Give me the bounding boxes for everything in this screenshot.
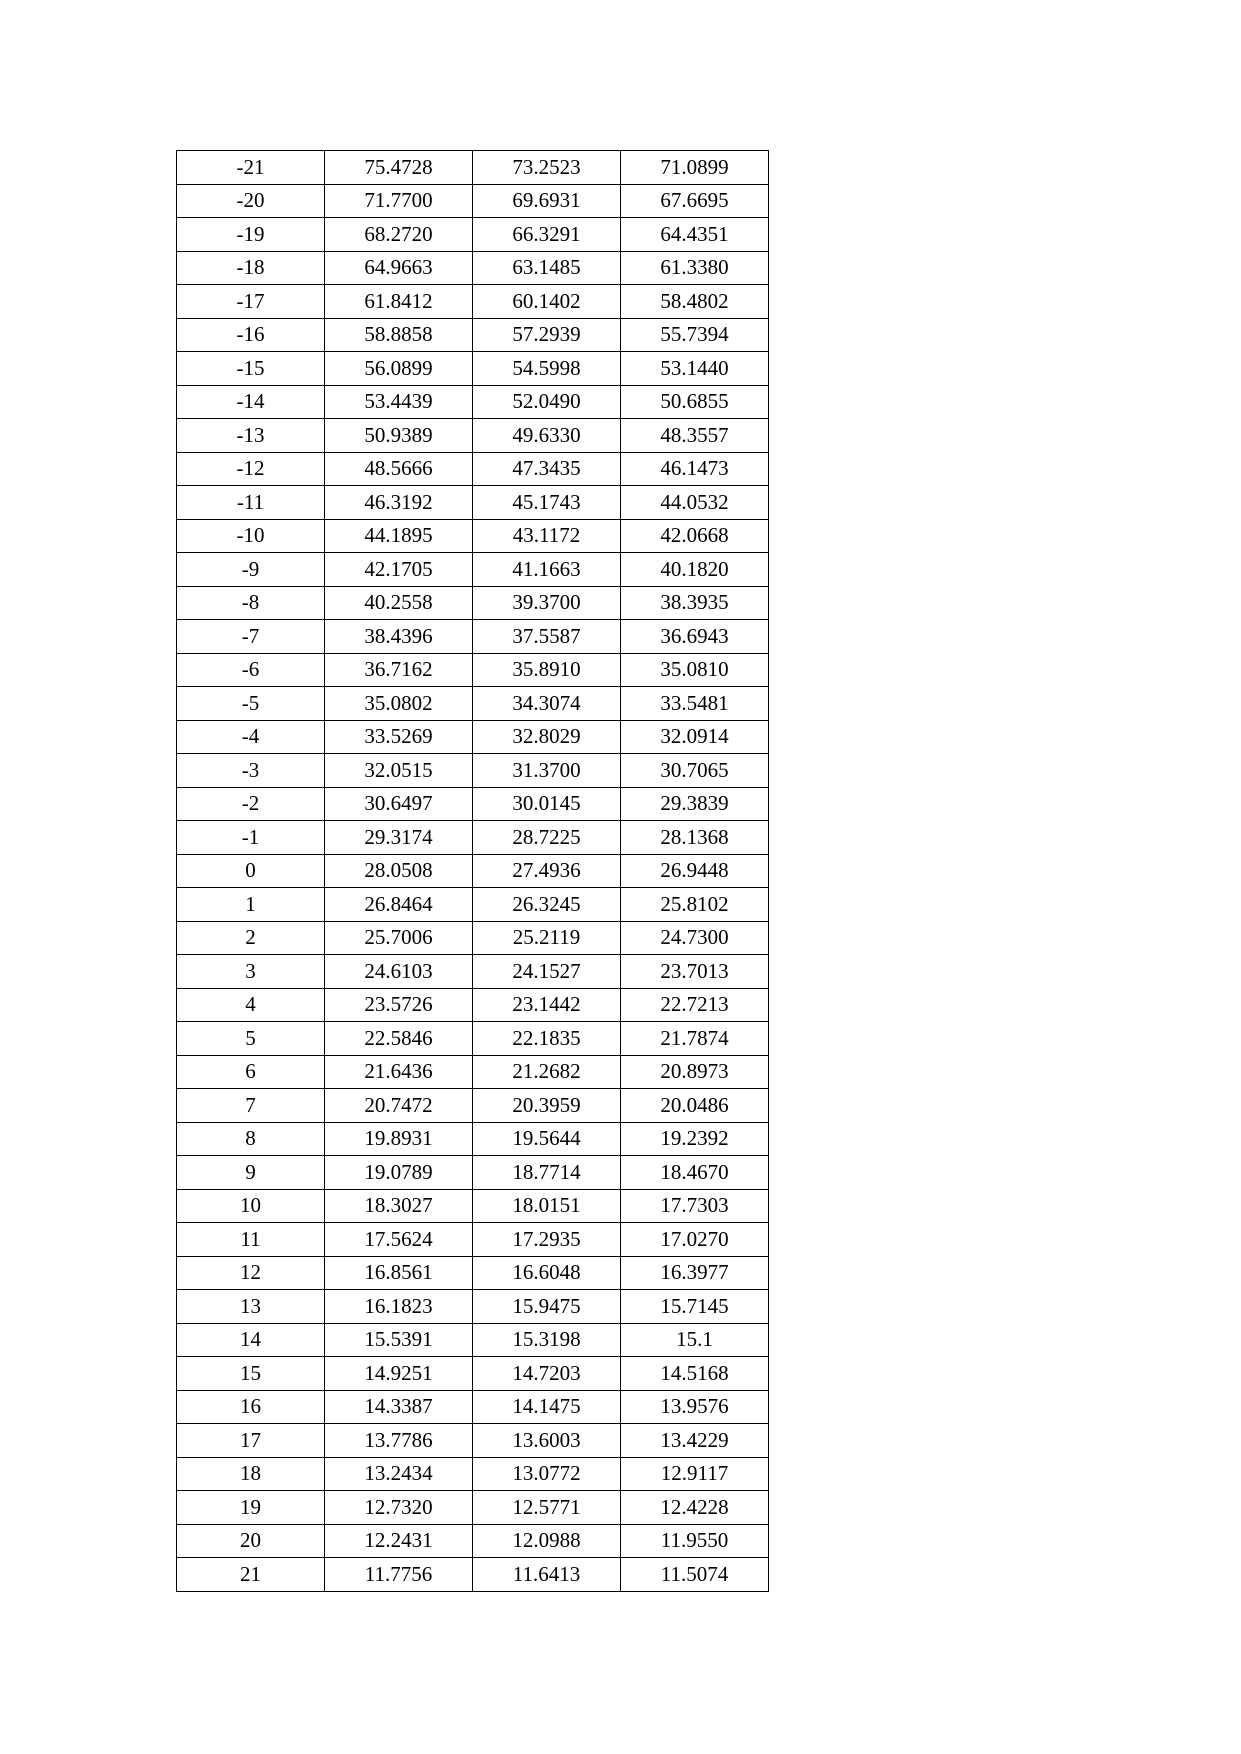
value-cell-1: 13.2434 — [325, 1457, 473, 1491]
temperature-cell: 21 — [177, 1558, 325, 1592]
value-cell-2: 66.3291 — [473, 218, 621, 252]
value-cell-1: 16.1823 — [325, 1290, 473, 1324]
value-cell-2: 19.5644 — [473, 1122, 621, 1156]
temperature-cell: 20 — [177, 1524, 325, 1558]
value-cell-2: 43.1172 — [473, 519, 621, 553]
table-row — [177, 151, 769, 185]
value-cell-2: 18.0151 — [473, 1189, 621, 1223]
value-cell-2: 69.6931 — [473, 184, 621, 218]
value-cell-3: 50.6855 — [621, 385, 769, 419]
temperature-cell: 16 — [177, 1390, 325, 1424]
table-row — [177, 218, 769, 252]
value-cell-2: 63.1485 — [473, 251, 621, 285]
value-cell-3: 21.7874 — [621, 1022, 769, 1056]
temperature-cell: -15 — [177, 352, 325, 386]
table-row — [177, 1055, 769, 1089]
table-row — [177, 888, 769, 922]
value-cell-2: 54.5998 — [473, 352, 621, 386]
value-cell-1: 17.5624 — [325, 1223, 473, 1257]
temperature-cell: 2 — [177, 921, 325, 955]
table-row — [177, 854, 769, 888]
value-cell-2: 23.1442 — [473, 988, 621, 1022]
value-cell-3: 18.4670 — [621, 1156, 769, 1190]
value-cell-3: 22.7213 — [621, 988, 769, 1022]
value-cell-1: 20.7472 — [325, 1089, 473, 1123]
value-cell-1: 33.5269 — [325, 720, 473, 754]
value-cell-1: 21.6436 — [325, 1055, 473, 1089]
value-cell-2: 73.2523 — [473, 151, 621, 185]
value-cell-1: 26.8464 — [325, 888, 473, 922]
value-cell-2: 57.2939 — [473, 318, 621, 352]
value-cell-2: 34.3074 — [473, 687, 621, 721]
value-cell-1: 13.7786 — [325, 1424, 473, 1458]
value-cell-3: 26.9448 — [621, 854, 769, 888]
table-row — [177, 1156, 769, 1190]
value-cell-1: 40.2558 — [325, 586, 473, 620]
value-cell-3: 53.1440 — [621, 352, 769, 386]
table-row — [177, 419, 769, 453]
value-cell-1: 12.7320 — [325, 1491, 473, 1525]
table-row — [177, 285, 769, 319]
value-cell-3: 67.6695 — [621, 184, 769, 218]
table-row — [177, 1089, 769, 1123]
table-row — [177, 720, 769, 754]
value-cell-2: 41.1663 — [473, 553, 621, 587]
value-cell-2: 12.0988 — [473, 1524, 621, 1558]
value-cell-2: 31.3700 — [473, 754, 621, 788]
temperature-cell: 8 — [177, 1122, 325, 1156]
temperature-cell: -21 — [177, 151, 325, 185]
value-cell-2: 30.0145 — [473, 787, 621, 821]
value-cell-3: 24.7300 — [621, 921, 769, 955]
value-cell-3: 12.9117 — [621, 1457, 769, 1491]
value-cell-2: 27.4936 — [473, 854, 621, 888]
value-cell-3: 61.3380 — [621, 251, 769, 285]
temperature-cell: 1 — [177, 888, 325, 922]
temperature-cell: 3 — [177, 955, 325, 989]
value-cell-1: 44.1895 — [325, 519, 473, 553]
temperature-cell: -11 — [177, 486, 325, 520]
temperature-cell: 10 — [177, 1189, 325, 1223]
temperature-cell: 19 — [177, 1491, 325, 1525]
value-cell-3: 30.7065 — [621, 754, 769, 788]
value-cell-3: 16.3977 — [621, 1256, 769, 1290]
value-cell-2: 20.3959 — [473, 1089, 621, 1123]
value-cell-1: 14.3387 — [325, 1390, 473, 1424]
temperature-cell: -5 — [177, 687, 325, 721]
value-cell-1: 35.0802 — [325, 687, 473, 721]
value-cell-3: 71.0899 — [621, 151, 769, 185]
table-row — [177, 787, 769, 821]
temperature-cell: -2 — [177, 787, 325, 821]
temperature-cell: -19 — [177, 218, 325, 252]
temperature-cell: 18 — [177, 1457, 325, 1491]
temperature-cell: 7 — [177, 1089, 325, 1123]
value-cell-1: 50.9389 — [325, 419, 473, 453]
table-row — [177, 1424, 769, 1458]
value-cell-2: 15.3198 — [473, 1323, 621, 1357]
value-cell-1: 42.1705 — [325, 553, 473, 587]
value-cell-1: 71.7700 — [325, 184, 473, 218]
temperature-cell: 15 — [177, 1357, 325, 1391]
table-row — [177, 586, 769, 620]
value-cell-1: 75.4728 — [325, 151, 473, 185]
temperature-cell: 4 — [177, 988, 325, 1022]
value-cell-1: 24.6103 — [325, 955, 473, 989]
value-cell-1: 19.0789 — [325, 1156, 473, 1190]
value-cell-2: 49.6330 — [473, 419, 621, 453]
temperature-cell: -13 — [177, 419, 325, 453]
value-cell-2: 14.1475 — [473, 1390, 621, 1424]
temperature-cell: -3 — [177, 754, 325, 788]
table-row — [177, 1189, 769, 1223]
value-cell-2: 39.3700 — [473, 586, 621, 620]
value-cell-2: 52.0490 — [473, 385, 621, 419]
value-cell-1: 53.4439 — [325, 385, 473, 419]
value-cell-3: 17.0270 — [621, 1223, 769, 1257]
value-cell-1: 28.0508 — [325, 854, 473, 888]
value-cell-1: 68.2720 — [325, 218, 473, 252]
value-cell-1: 36.7162 — [325, 653, 473, 687]
value-cell-2: 17.2935 — [473, 1223, 621, 1257]
value-cell-3: 58.4802 — [621, 285, 769, 319]
temperature-cell: 12 — [177, 1256, 325, 1290]
value-cell-3: 11.5074 — [621, 1558, 769, 1592]
temperature-cell: -1 — [177, 821, 325, 855]
value-cell-3: 36.6943 — [621, 620, 769, 654]
value-cell-1: 32.0515 — [325, 754, 473, 788]
value-cell-2: 12.5771 — [473, 1491, 621, 1525]
value-cell-3: 55.7394 — [621, 318, 769, 352]
temperature-cell: 13 — [177, 1290, 325, 1324]
temperature-cell: 14 — [177, 1323, 325, 1357]
value-cell-2: 16.6048 — [473, 1256, 621, 1290]
table-row — [177, 653, 769, 687]
table-row — [177, 352, 769, 386]
table-row — [177, 1256, 769, 1290]
temperature-cell: -9 — [177, 553, 325, 587]
value-cell-1: 16.8561 — [325, 1256, 473, 1290]
value-cell-3: 44.0532 — [621, 486, 769, 520]
value-cell-1: 11.7756 — [325, 1558, 473, 1592]
value-cell-1: 29.3174 — [325, 821, 473, 855]
value-cell-3: 20.0486 — [621, 1089, 769, 1123]
table-row — [177, 1491, 769, 1525]
temperature-cell: -16 — [177, 318, 325, 352]
table-row — [177, 184, 769, 218]
value-cell-1: 61.8412 — [325, 285, 473, 319]
value-cell-1: 18.3027 — [325, 1189, 473, 1223]
value-cell-2: 28.7225 — [473, 821, 621, 855]
table-row — [177, 1524, 769, 1558]
table-row — [177, 955, 769, 989]
table-row — [177, 754, 769, 788]
value-cell-2: 25.2119 — [473, 921, 621, 955]
value-cell-1: 46.3192 — [325, 486, 473, 520]
table-row — [177, 251, 769, 285]
temperature-cell: 9 — [177, 1156, 325, 1190]
value-cell-2: 14.7203 — [473, 1357, 621, 1391]
table-row — [177, 1558, 769, 1592]
value-cell-2: 21.2682 — [473, 1055, 621, 1089]
table-row — [177, 1323, 769, 1357]
value-cell-2: 26.3245 — [473, 888, 621, 922]
data-table — [176, 150, 769, 1592]
value-cell-3: 20.8973 — [621, 1055, 769, 1089]
value-cell-3: 15.7145 — [621, 1290, 769, 1324]
table-row — [177, 1223, 769, 1257]
value-cell-2: 35.8910 — [473, 653, 621, 687]
value-cell-1: 56.0899 — [325, 352, 473, 386]
value-cell-3: 17.7303 — [621, 1189, 769, 1223]
value-cell-3: 23.7013 — [621, 955, 769, 989]
value-cell-3: 64.4351 — [621, 218, 769, 252]
value-cell-1: 48.5666 — [325, 452, 473, 486]
value-cell-1: 14.9251 — [325, 1357, 473, 1391]
table-row — [177, 921, 769, 955]
value-cell-1: 64.9663 — [325, 251, 473, 285]
temperature-cell: -4 — [177, 720, 325, 754]
table-row — [177, 821, 769, 855]
table-row — [177, 452, 769, 486]
table-row — [177, 1390, 769, 1424]
value-cell-1: 22.5846 — [325, 1022, 473, 1056]
value-cell-3: 48.3557 — [621, 419, 769, 453]
value-cell-3: 38.3935 — [621, 586, 769, 620]
value-cell-2: 11.6413 — [473, 1558, 621, 1592]
value-cell-1: 12.2431 — [325, 1524, 473, 1558]
value-cell-3: 13.9576 — [621, 1390, 769, 1424]
value-cell-3: 12.4228 — [621, 1491, 769, 1525]
temperature-cell: 0 — [177, 854, 325, 888]
value-cell-1: 38.4396 — [325, 620, 473, 654]
value-cell-2: 18.7714 — [473, 1156, 621, 1190]
table-row — [177, 1022, 769, 1056]
value-cell-1: 19.8931 — [325, 1122, 473, 1156]
value-cell-2: 60.1402 — [473, 285, 621, 319]
value-cell-2: 47.3435 — [473, 452, 621, 486]
table-row — [177, 486, 769, 520]
table-row — [177, 988, 769, 1022]
temperature-cell: -17 — [177, 285, 325, 319]
temperature-cell: -18 — [177, 251, 325, 285]
value-cell-3: 32.0914 — [621, 720, 769, 754]
value-cell-2: 15.9475 — [473, 1290, 621, 1324]
value-cell-2: 24.1527 — [473, 955, 621, 989]
value-cell-2: 13.6003 — [473, 1424, 621, 1458]
temperature-cell: -12 — [177, 452, 325, 486]
value-cell-3: 28.1368 — [621, 821, 769, 855]
table-row — [177, 1357, 769, 1391]
value-cell-1: 58.8858 — [325, 318, 473, 352]
value-cell-3: 14.5168 — [621, 1357, 769, 1391]
value-cell-3: 25.8102 — [621, 888, 769, 922]
table-row — [177, 385, 769, 419]
table-row — [177, 553, 769, 587]
temperature-cell: -6 — [177, 653, 325, 687]
temperature-cell: 17 — [177, 1424, 325, 1458]
temperature-cell: 6 — [177, 1055, 325, 1089]
table-row — [177, 519, 769, 553]
temperature-cell: -20 — [177, 184, 325, 218]
value-cell-3: 33.5481 — [621, 687, 769, 721]
table-row — [177, 687, 769, 721]
table-row — [177, 1457, 769, 1491]
value-cell-2: 37.5587 — [473, 620, 621, 654]
temperature-cell: -10 — [177, 519, 325, 553]
value-cell-1: 25.7006 — [325, 921, 473, 955]
value-cell-3: 35.0810 — [621, 653, 769, 687]
value-cell-1: 15.5391 — [325, 1323, 473, 1357]
value-cell-3: 13.4229 — [621, 1424, 769, 1458]
value-cell-3: 15.1 — [621, 1323, 769, 1357]
value-cell-1: 23.5726 — [325, 988, 473, 1022]
value-cell-3: 40.1820 — [621, 553, 769, 587]
value-cell-3: 46.1473 — [621, 452, 769, 486]
value-cell-2: 13.0772 — [473, 1457, 621, 1491]
value-cell-3: 19.2392 — [621, 1122, 769, 1156]
table-row — [177, 1290, 769, 1324]
value-cell-2: 45.1743 — [473, 486, 621, 520]
temperature-cell: -14 — [177, 385, 325, 419]
table-row — [177, 1122, 769, 1156]
value-cell-3: 11.9550 — [621, 1524, 769, 1558]
temperature-cell: -7 — [177, 620, 325, 654]
value-cell-3: 42.0668 — [621, 519, 769, 553]
table-row — [177, 318, 769, 352]
value-cell-2: 32.8029 — [473, 720, 621, 754]
temperature-cell: 5 — [177, 1022, 325, 1056]
value-cell-3: 29.3839 — [621, 787, 769, 821]
table-row — [177, 620, 769, 654]
value-cell-1: 30.6497 — [325, 787, 473, 821]
temperature-cell: -8 — [177, 586, 325, 620]
temperature-cell: 11 — [177, 1223, 325, 1257]
value-cell-2: 22.1835 — [473, 1022, 621, 1056]
table-body — [177, 151, 769, 1592]
